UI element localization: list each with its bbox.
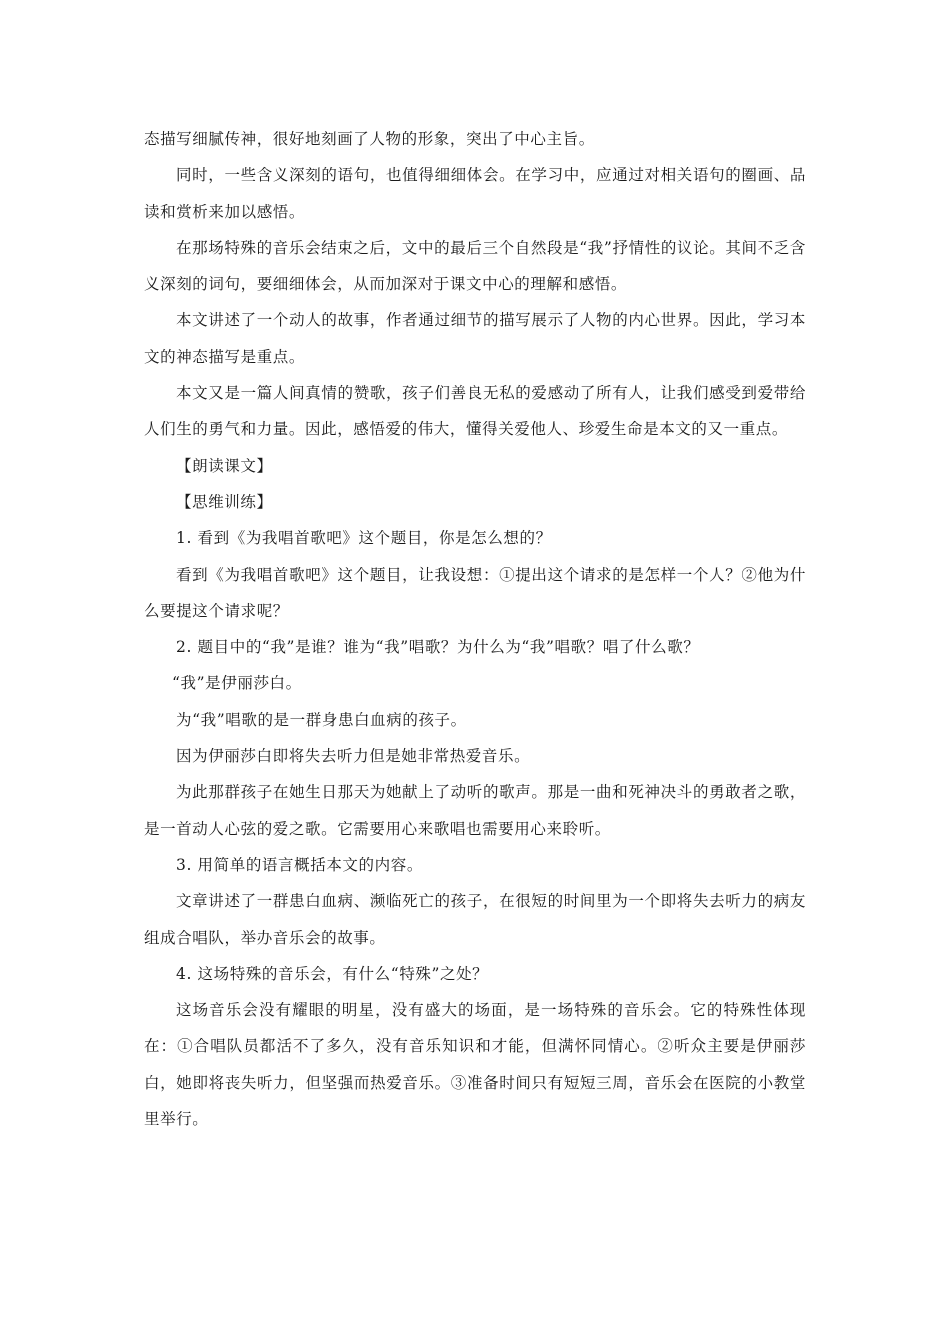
- question-1: 1. 看到《为我唱首歌吧》这个题目，你是怎么想的？: [176, 529, 552, 548]
- section-heading-reading: 【朗读课文】: [176, 456, 273, 475]
- answer-2-part-2: 为“我”唱歌的是一群身患白血病的孩子。: [176, 710, 467, 729]
- document-page: [144, 121, 806, 1137]
- answer-2-part-4: 为此那群孩子在她生日那天为她献上了动听的歌声。那是一曲和死神决斗的勇敢者之歌，是一首动人心弦的爱之歌。它需要用心来歌唱也需要用心来聆听。: [144, 783, 806, 838]
- answer-2-part-3: 因为伊丽莎白即将失去听力但是她非常热爱音乐。: [176, 747, 531, 766]
- paragraph-body: 同时，一些含义深刻的语句，也值得细细体会。在学习中，应通过对相关语句的圈画、品读和赏析来加以感悟。: [144, 166, 806, 221]
- paragraph-body: 在那场特殊的音乐会结束之后，文中的最后三个自然段是“我”抒情性的议论。其间不乏含义深刻的词句，要细细体会，从而加深对于课文中心的理解和感悟。: [144, 238, 806, 294]
- paragraph-body: 本文又是一篇人间真情的赞歌，孩子们善良无私的爱感动了所有人，让我们感受到爱带给人们生的勇气和力量。因此，感悟爱的伟大，懂得关爱他人、珍爱生命是本文的又一重点。: [144, 384, 806, 439]
- question-4: 4. 这场特殊的音乐会，有什么“特殊”之处？: [176, 964, 489, 983]
- paragraph-continuation: 态描写细腻传神，很好地刻画了人物的形象，突出了中心主旨。: [144, 130, 595, 148]
- paragraph-body: 本文讲述了一个动人的故事，作者通过细节的描写展示了人物的内心世界。因此，学习本文的神态描写是重点。: [144, 311, 806, 366]
- section-heading-thinking: 【思维训练】: [176, 492, 273, 511]
- answer-2-part-1: “我”是伊丽莎白。: [172, 674, 302, 693]
- answer-3: 文章讲述了一群患白血病、濒临死亡的孩子，在很短的时间里为一个即将失去听力的病友组成合唱队，举办音乐会的故事。: [144, 892, 806, 947]
- question-3: 3. 用简单的语言概括本文的内容。: [176, 855, 423, 874]
- answer-1: 看到《为我唱首歌吧》这个题目，让我设想：①提出这个请求的是怎样一个人？②他为什么要提这个请求呢？: [144, 565, 806, 620]
- question-2: 2. 题目中的“我”是谁？谁为“我”唱歌？为什么为“我”唱歌？唱了什么歌？: [176, 638, 700, 657]
- answer-4: 这场音乐会没有耀眼的明星，没有盛大的场面，是一场特殊的音乐会。它的特殊性体现在：①合唱队员都活不了多久，没有音乐知识和才能，但满怀同情心。②听众主要是伊丽莎白，她即将丧失听力，但坚强而热爱音乐。③准备时间只有短短三周，音乐会在医院的小教堂里举行。: [144, 1001, 806, 1129]
